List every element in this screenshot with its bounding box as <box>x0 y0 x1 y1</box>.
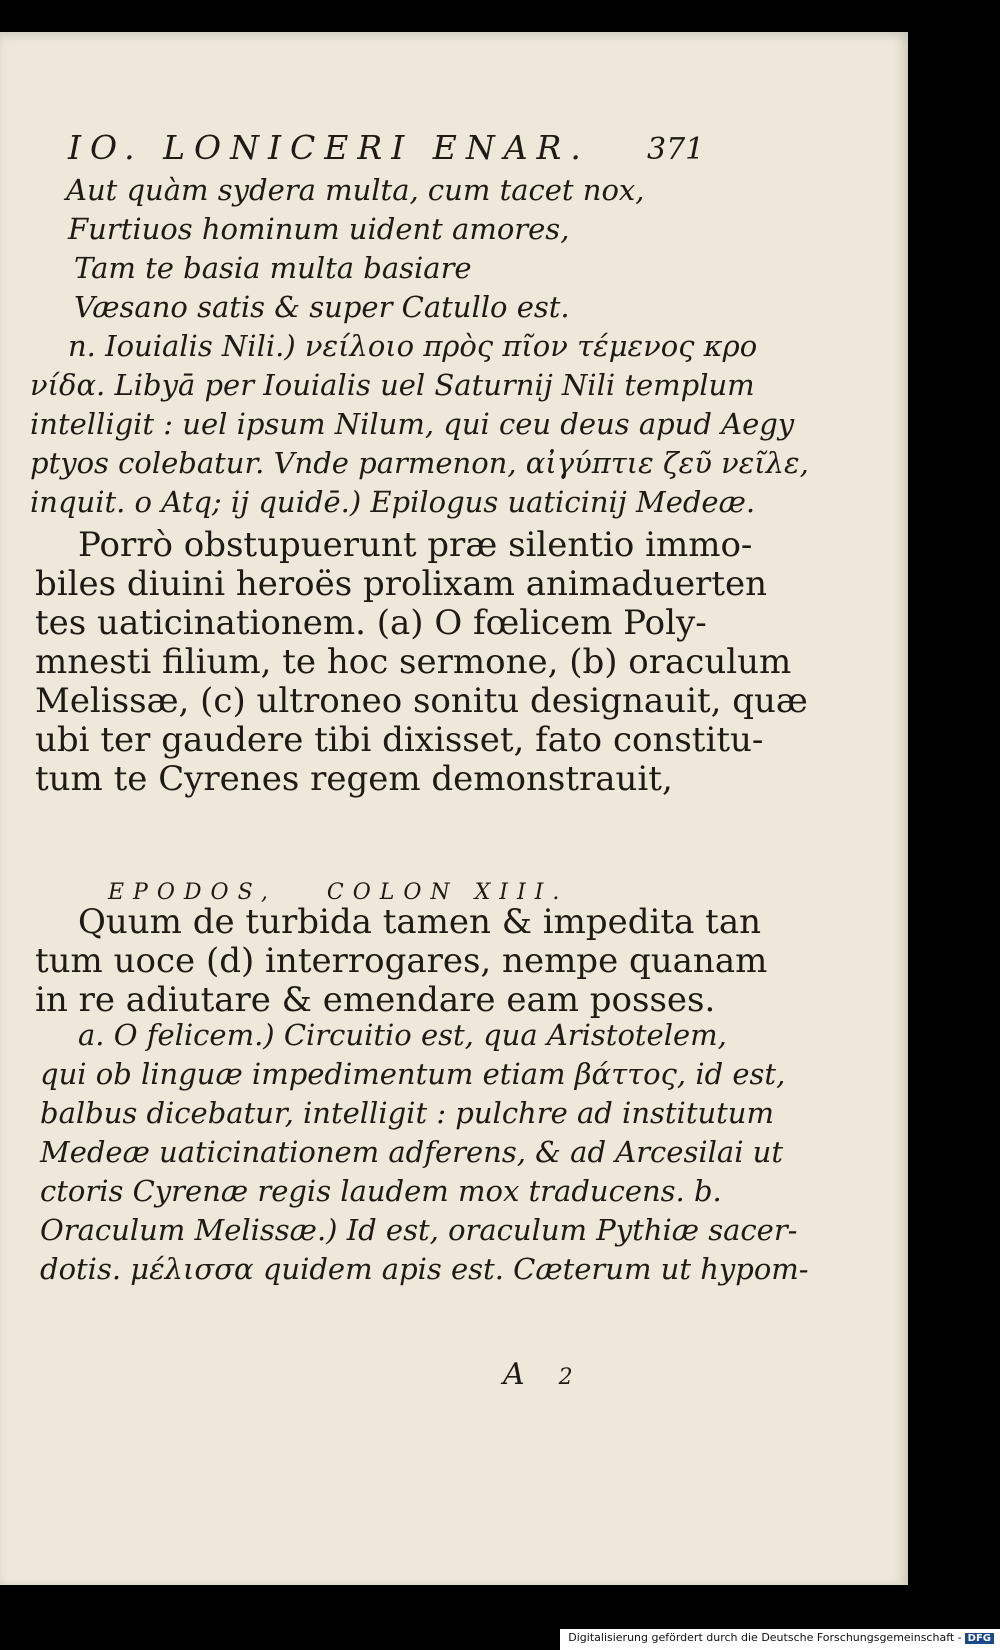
commentary-line: Oraculum Melissæ.) Id est, oraculum Pythiæ sacer- <box>40 1213 798 1247</box>
main-text-line: ubi ter gaudere tibi dixisset, fato constitu- <box>35 720 764 760</box>
main-text-line: tum te Cyrenes regem demonstrauit, <box>35 759 673 799</box>
commentary-line: inquit. o Atq; ij quidē.) Epilogus uaticinij Medeæ. <box>30 485 756 519</box>
main-text-line: tes uaticinationem. (a) O fœlicem Poly- <box>35 603 707 643</box>
signature-letter: A <box>503 1357 525 1392</box>
page-text <box>0 32 908 1585</box>
verse-line: Furtiuos hominum uident amores, <box>68 212 570 246</box>
page-number: 371 <box>647 132 705 167</box>
commentary-line: Medeæ uaticinationem adferens, & ad Arcesilai ut <box>40 1135 784 1169</box>
running-title: IO. LONICERI ENAR. <box>68 128 590 167</box>
main-text-line: Melissæ, (c) ultroneo sonitu designauit, quæ <box>35 681 808 721</box>
signature-number: 2 <box>558 1365 573 1390</box>
section-heading-left: EPODOS, <box>108 880 277 905</box>
verse-line: Tam te basia multa basiare <box>74 251 472 285</box>
main-text-line: Quum de turbida tamen & impedita tan <box>78 902 761 942</box>
main-text-line: mnesti filium, te hoc sermone, (b) oraculum <box>35 642 792 682</box>
main-text-line: tum uoce (d) interrogares, nempe quanam <box>35 941 768 981</box>
book-page <box>0 32 908 1585</box>
commentary-line: νίδα. Libyā per Iouialis uel Saturnij Nili templum <box>30 368 755 402</box>
commentary-line: intelligit : uel ipsum Nilum, qui ceu deus apud Aegy <box>30 407 795 441</box>
commentary-line: a. O felicem.) Circuitio est, qua Aristotelem, <box>78 1018 727 1052</box>
dfg-logo: DFG <box>965 1633 994 1644</box>
digitization-footer <box>560 1629 1000 1650</box>
main-text-line: Porrò obstupuerunt præ silentio immo- <box>78 525 753 565</box>
section-heading-right: COLON XIII. <box>326 880 569 905</box>
commentary-line: balbus dicebatur, intelligit : pulchre ad institutum <box>40 1096 774 1130</box>
verse-line: Væsano satis & super Catullo est. <box>74 290 570 324</box>
main-text-line: in re adiutare & emendare eam posses. <box>35 980 716 1020</box>
footer-text: Digitalisierung gefördert durch die Deutsche Forschungsgemeinschaft - <box>568 1631 962 1644</box>
commentary-line: ptyos colebatur. Vnde parmenon, αἰγύπτιε ζεῦ νεῖλε, <box>30 446 809 480</box>
signature-mark <box>503 1357 573 1392</box>
commentary-line: n. Iouialis Nili.) νείλοιο πρὸς πῖον τέμενος κρο <box>68 329 758 363</box>
commentary-line: qui ob linguæ impedimentum etiam βάττος, id est, <box>40 1057 786 1091</box>
commentary-line: ctoris Cyrenæ regis laudem mox traducens. b. <box>40 1174 722 1208</box>
verse-line: Aut quàm sydera multa, cum tacet nox, <box>66 173 645 207</box>
commentary-line: dotis. μέλισσα quidem apis est. Cæterum ut hypom- <box>40 1252 809 1286</box>
main-text-line: biles diuini heroës prolixam animaduerten <box>35 564 767 604</box>
